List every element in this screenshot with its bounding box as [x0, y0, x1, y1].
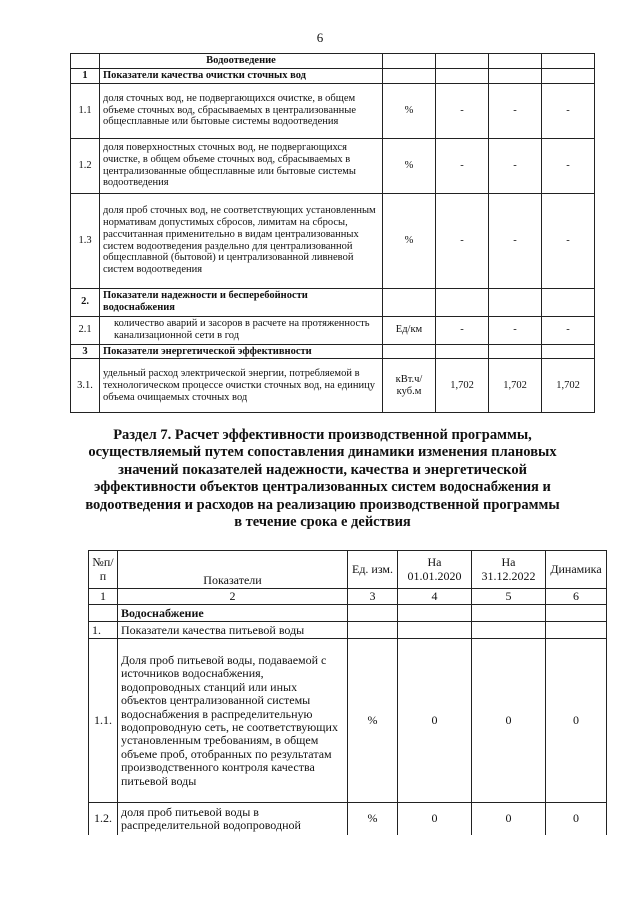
table-row [71, 288, 595, 316]
header-name: Показатели [118, 551, 348, 589]
value-cell: 0 [546, 639, 607, 803]
row-number: 1.2 [71, 138, 100, 193]
table-header-row [89, 551, 607, 589]
row-number: 1.1. [89, 639, 118, 803]
value-cell: 0 [398, 803, 472, 835]
column-number: 2 [118, 589, 348, 605]
value-cell: 0 [546, 803, 607, 835]
indicator-name: количество аварий и засоров в расчете на протяженность канализационной сети в год [100, 316, 383, 344]
group-number: 1. [89, 622, 118, 639]
value-cell: - [436, 138, 489, 193]
row-number: 3.1. [71, 359, 100, 413]
unit: % [348, 803, 398, 835]
row-number: 1.2. [89, 803, 118, 835]
value-cell: 0 [398, 639, 472, 803]
value-cell: - [489, 83, 542, 138]
section-heading: Раздел 7. Расчет эффективности производственной программы, осуществляемый путем сопоставления динамики изменения плановых значений показателей надежности, качества и энергетической эффективности объектов централизованных систем водоснабжения и водоотведения и расходов на реализацию производственной программы в течение срока е действия [85, 427, 560, 530]
unit: кВт.ч/куб.м [383, 359, 436, 413]
value-cell: - [489, 193, 542, 288]
value-cell: - [542, 193, 595, 288]
value-cell: 0 [472, 639, 546, 803]
section-title: Водоотведение [100, 54, 383, 69]
table-row [89, 622, 607, 639]
unit: % [348, 639, 398, 803]
table-row [71, 54, 595, 69]
unit: Ед/км [383, 316, 436, 344]
table-row [71, 138, 595, 193]
group-title: Показатели качества питьевой воды [118, 622, 348, 639]
header-unit: Ед. изм. [348, 551, 398, 589]
indicator-name: доля проб питьевой воды в распределительной водопроводной [118, 803, 348, 835]
header-dynamics: Динамика [546, 551, 607, 589]
table-row [71, 68, 595, 83]
value-cell: - [542, 83, 595, 138]
group-number: 3 [71, 344, 100, 359]
unit: % [383, 193, 436, 288]
header-date-end: На 31.12.2022 [472, 551, 546, 589]
value-cell: - [436, 193, 489, 288]
sewerage-indicators-table [70, 53, 595, 413]
value-cell: - [489, 138, 542, 193]
unit: % [383, 83, 436, 138]
header-num: №п/п [89, 551, 118, 589]
column-number: 5 [472, 589, 546, 605]
row-number: 1.1 [71, 83, 100, 138]
header-date-start: На 01.01.2020 [398, 551, 472, 589]
value-cell: 0 [472, 803, 546, 835]
column-number: 1 [89, 589, 118, 605]
table-row [71, 316, 595, 344]
value-cell: - [542, 138, 595, 193]
table-row [71, 344, 595, 359]
group-title: Показатели надежности и бесперебойности водоснабжения [100, 288, 383, 316]
value-cell: - [436, 316, 489, 344]
table-row [71, 83, 595, 138]
column-numbers-row [89, 589, 607, 605]
value-cell: 1,702 [542, 359, 595, 413]
efficiency-table [88, 550, 607, 835]
indicator-name: доля поверхностных сточных вод, не подвергающихся очистке, в общем объеме сточных вод, сбрасываемых в централизованные общесплавные или бытовые системы водоотведения [100, 138, 383, 193]
row-number: 2.1 [71, 316, 100, 344]
group-title: Показатели качества очистки сточных вод [100, 68, 383, 83]
value-cell: 1,702 [436, 359, 489, 413]
indicator-name: удельный расход электрической энергии, потребляемой в технологическом процессе очистки сточных вод, на единицу объема очищаемых сточных вод [100, 359, 383, 413]
table-row [71, 193, 595, 288]
indicator-name: доля сточных вод, не подвергающихся очистке, в общем объеме сточных вод, сбрасываемых в централизованные общесплавные или бытовые системы водоотведения [100, 83, 383, 138]
indicator-name: Доля проб питьевой воды, подаваемой с источников водоснабжения, водопроводных станций или иных объектов централизованной системы водоснабжения в распределительную водопроводную сеть, не соответствующих установленным требованиям, в общем объеме проб, отобранных по результатам производственного контроля качества питьевой воды [118, 639, 348, 803]
page-number: 6 [316, 30, 324, 45]
value-cell: - [542, 316, 595, 344]
table-row [71, 359, 595, 413]
table-row [89, 605, 607, 622]
column-number: 3 [348, 589, 398, 605]
column-number: 4 [398, 589, 472, 605]
indicator-name: доля проб сточных вод, не соответствующих установленным нормативам допустимых сбросов, лимитам на сбросы, рассчитанная применительно в видам централизованных систем водоотведения раздельно для централизованной общесплавной (бытовой) и централизованной ливневой систем водоотведения [100, 193, 383, 288]
row-number: 1.3 [71, 193, 100, 288]
group-number: 2. [71, 288, 100, 316]
table-row [89, 639, 607, 803]
value-cell: 1,702 [489, 359, 542, 413]
section-title: Водоснабжение [118, 605, 348, 622]
table-row [89, 803, 607, 835]
value-cell: - [436, 83, 489, 138]
value-cell: - [489, 316, 542, 344]
group-title: Показатели энергетической эффективности [100, 344, 383, 359]
group-number: 1 [71, 68, 100, 83]
column-number: 6 [546, 589, 607, 605]
unit: % [383, 138, 436, 193]
